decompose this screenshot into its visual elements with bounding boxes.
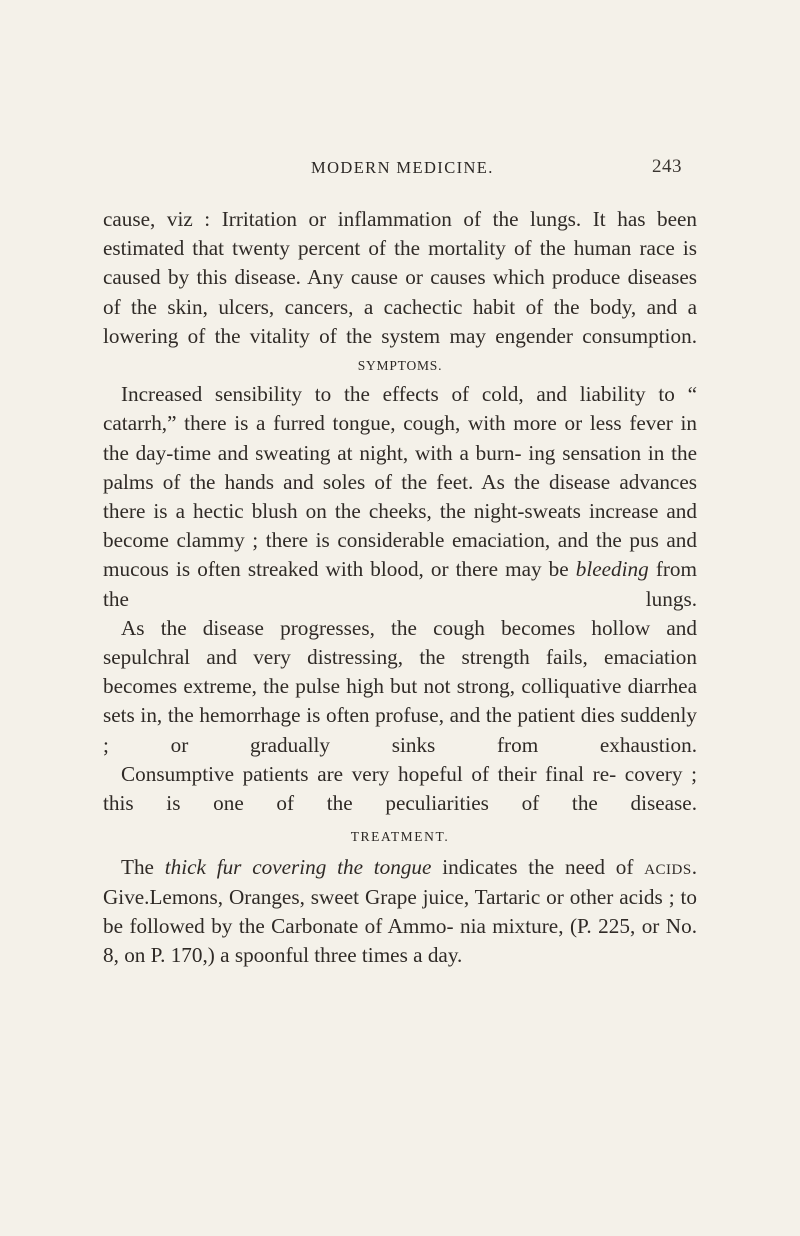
intro-paragraph: cause, viz : Irritation or inflammation of the lungs. It has been estimated that twenty percent of the mortality of the human race is caused by this disease. Any cause or causes which produce diseases of the skin, ulcers, cancers, a cachectic habit of the body, and a lowering of the vitality of the system may engender consumption. [103,207,697,348]
treatment-text-middle: indicates the need of [431,855,645,880]
symptoms-p1-text-a: Increased sensibility to the effects of cold, and liability to “ catarrh,” there is a furred tongue, cough, with more or less fever in the day-time and sweating at night, with a burn- ing sensation in the palms of the hands and soles of the feet. As the disease advances there is a hectic blush on the cheeks, the night-sweats increase and become clammy ; there is considerable emaciation, and the pus and mucous is often streaked with blood, or there may be [103,382,697,582]
symptoms-p1-text-b: from the lungs. [103,557,698,611]
symptoms-paragraph-1 [103,380,697,614]
emphasis-bleeding: bleeding [575,557,649,582]
treatment-text-rest: . Give.Lemons, Oranges, sweet Grape juice, Tartaric or other acids ; to be followed by the Carbonate of Ammo- nia mixture, (P. 225, or No. 8, on P. 170,) a spoonful three times a day. [103,855,697,968]
symptoms-heading: SYMPTOMS. [357,358,443,374]
page-number: 243 [652,156,682,177]
treatment-text-lead: The [121,855,165,880]
symptoms-paragraph-2: As the disease progresses, the cough becomes hollow and sepulchral and very distressing, the strength fails, emaciation becomes extreme, the pulse high but not strong, colliquative diarrhea sets in, the hemorrhage is often profuse, and the patient dies suddenly ; or gradually sinks from exhaustion. [103,615,697,757]
symptoms-paragraph-3: Consumptive patients are very hopeful of their final re- covery ; this is one of the peculiarities of the disease. [103,761,697,816]
body-text [103,205,697,970]
emphasis-thick-fur: thick fur covering the tongue [164,855,432,880]
treatment-paragraph [103,853,697,970]
treatment-heading: TREATMENT. [350,829,450,845]
running-head: MODERN MEDICINE. [311,158,494,177]
smallcaps-acids: acids [644,855,692,880]
